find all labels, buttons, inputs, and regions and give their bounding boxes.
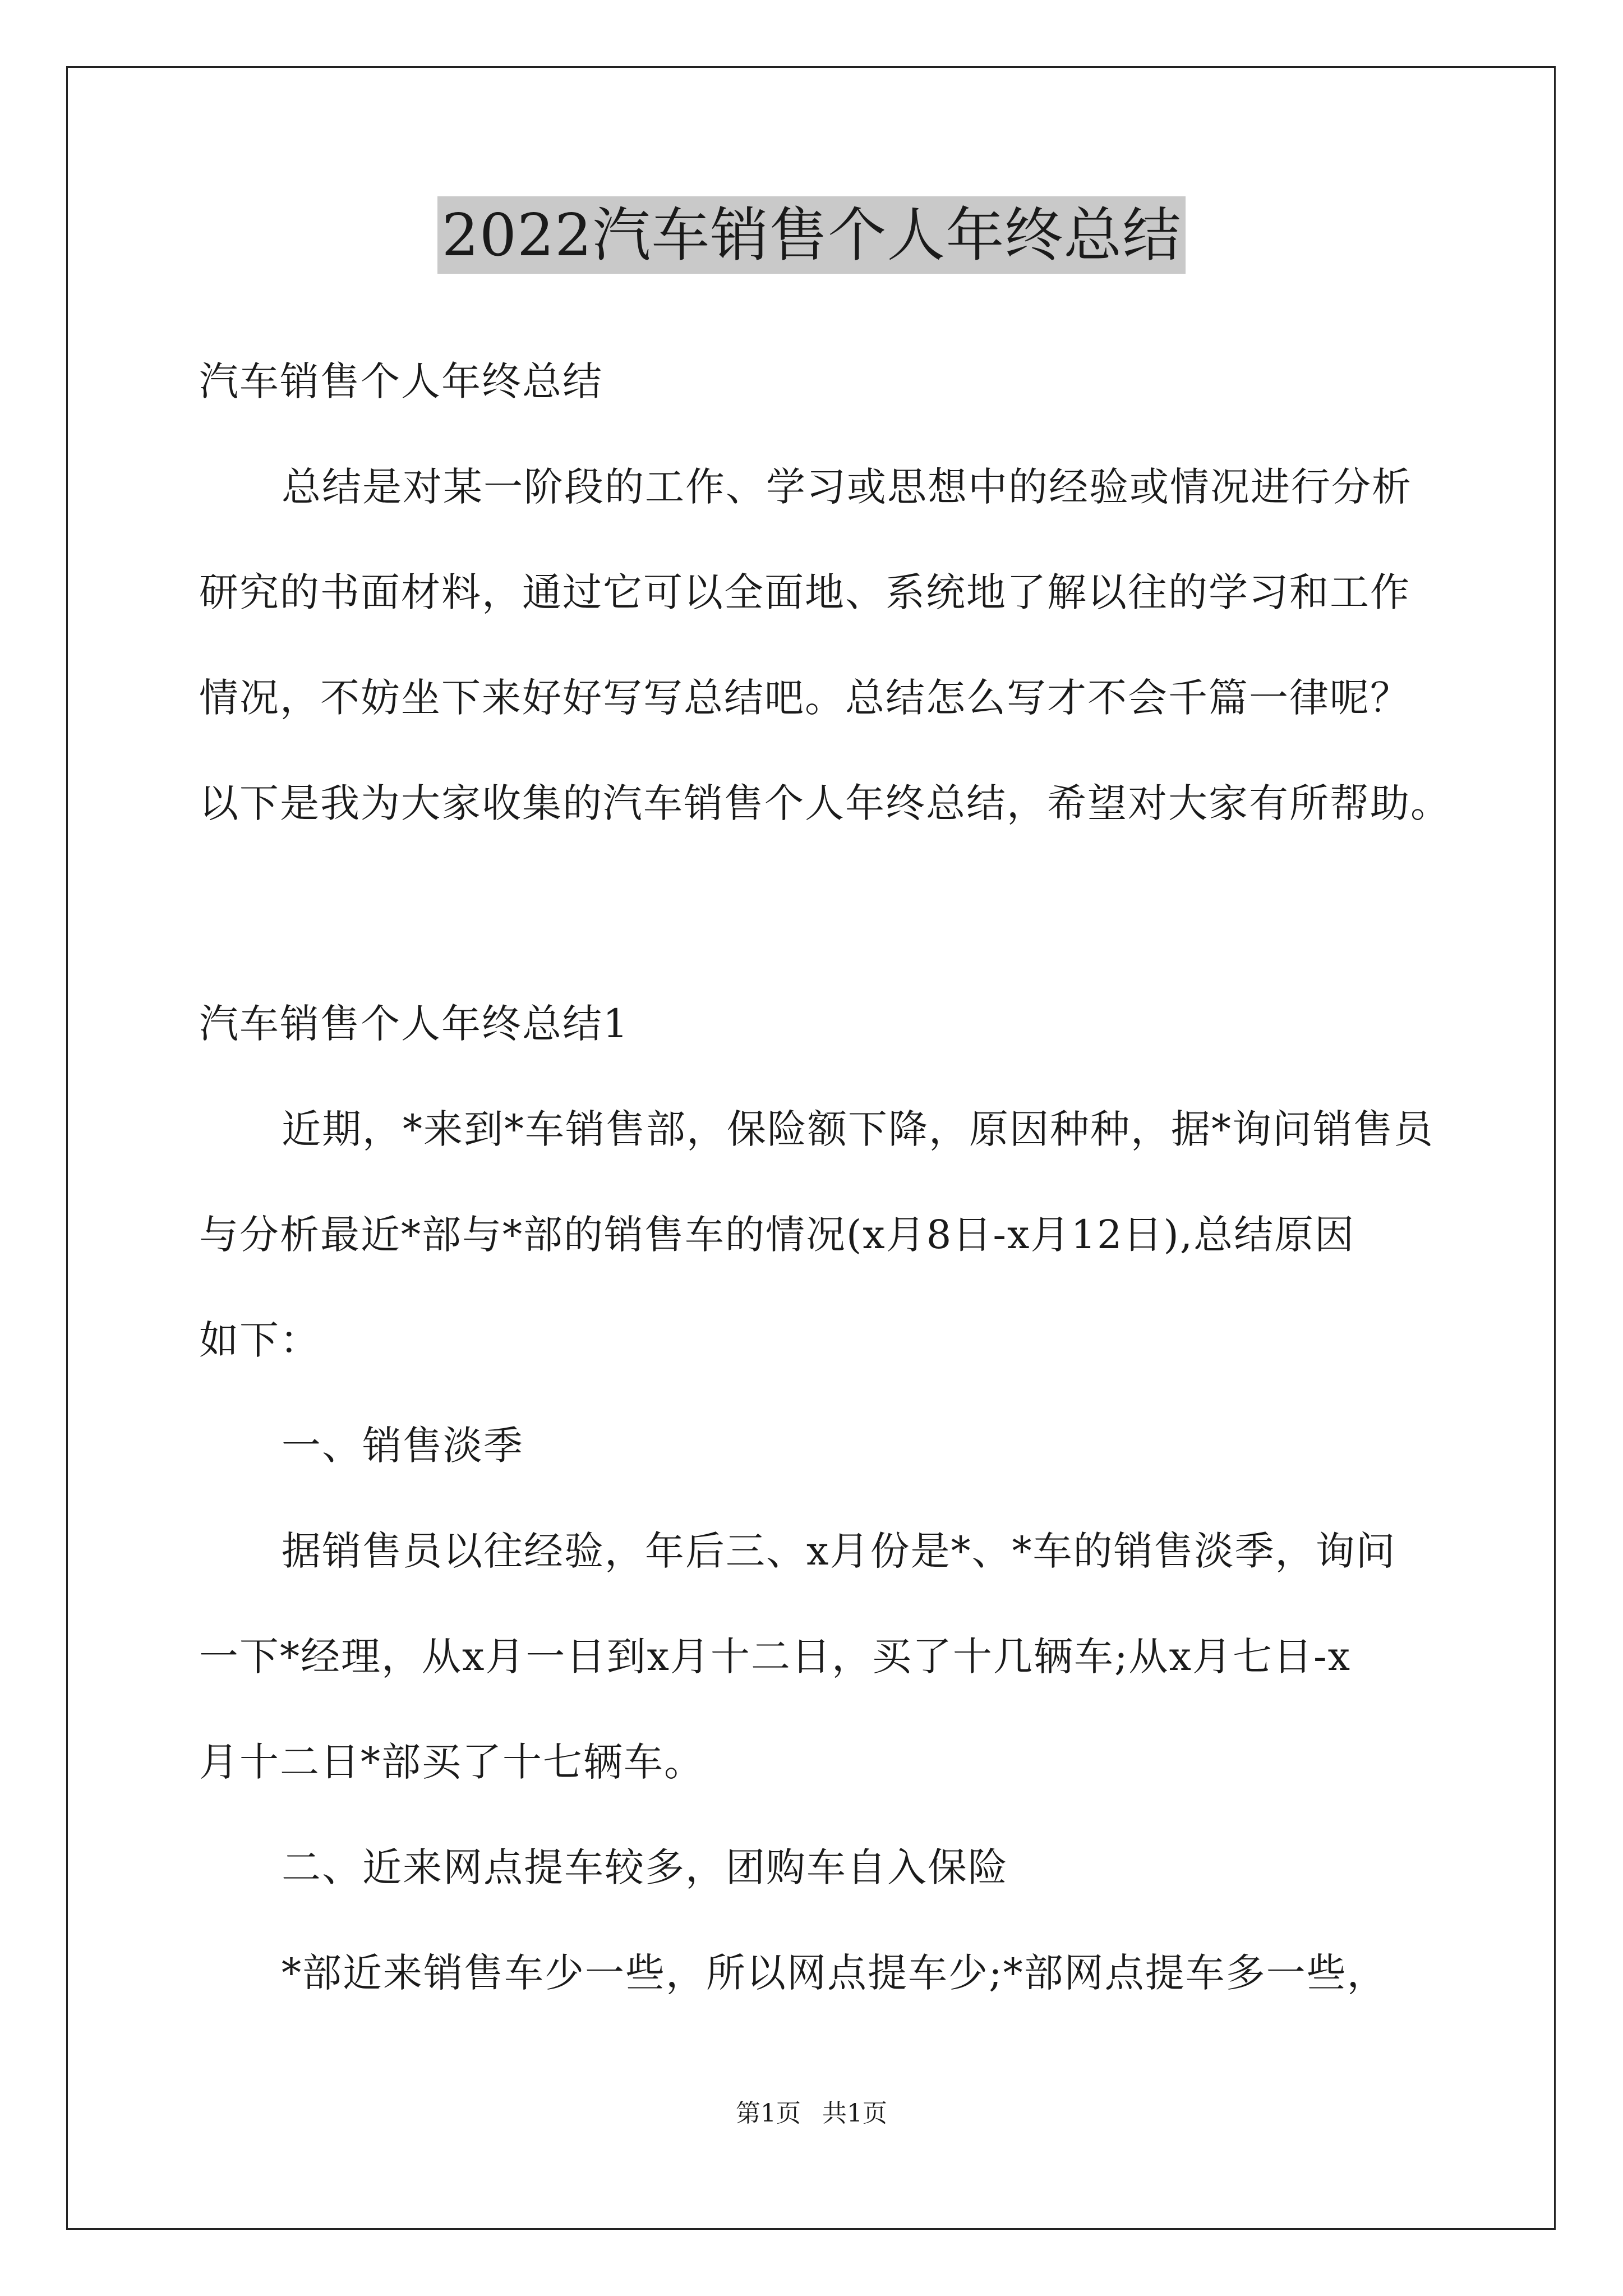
title-container: [0, 196, 1623, 274]
section-heading: 汽车销售个人年终总结1: [199, 1001, 629, 1047]
paragraph-line: 据销售员以往经验，年后三、x月份是*、*车的销售淡季，询问: [282, 1528, 1396, 1574]
subheading-line: 二、近来网点提车较多，团购车自入保险: [282, 1844, 1008, 1890]
page-total: 共1页: [822, 2099, 887, 2128]
paragraph-line: 情况，不妨坐下来好好写写总结吧。总结怎么写才不会千篇一律呢？: [199, 675, 1410, 721]
paragraph-line: 一下*经理，从x月一日到x月十二日，买了十几辆车;从x月七日-x: [199, 1634, 1352, 1680]
paragraph-line: 与分析最近*部与*部的销售车的情况(x月8日-x月12日),总结原因: [199, 1212, 1355, 1258]
paragraph-line: 总结是对某一阶段的工作、学习或思想中的经验或情况进行分析: [282, 464, 1412, 510]
paragraph-line: 研究的书面材料，通过它可以全面地、系统地了解以往的学习和工作: [199, 569, 1410, 615]
paragraph-line: 以下是我为大家收集的汽车销售个人年终总结，希望对大家有所帮助。: [199, 780, 1451, 826]
page-number: 第1页: [736, 2099, 801, 2128]
paragraph-line: 近期，*来到*车销售部，保险额下降，原因种种，据*询问销售员: [282, 1106, 1434, 1152]
page-footer: [0, 2097, 1623, 2131]
paragraph-line: 如下：: [199, 1317, 320, 1363]
paragraph-line: *部近来销售车少一些，所以网点提车少;*部网点提车多一些，: [282, 1950, 1387, 1996]
subtitle-line: 汽车销售个人年终总结: [199, 358, 603, 404]
document-title: 2022汽车销售个人年终总结: [437, 196, 1186, 274]
paragraph-line: 月十二日*部买了十七辆车。: [199, 1739, 704, 1785]
subheading-line: 一、销售淡季: [282, 1423, 524, 1469]
